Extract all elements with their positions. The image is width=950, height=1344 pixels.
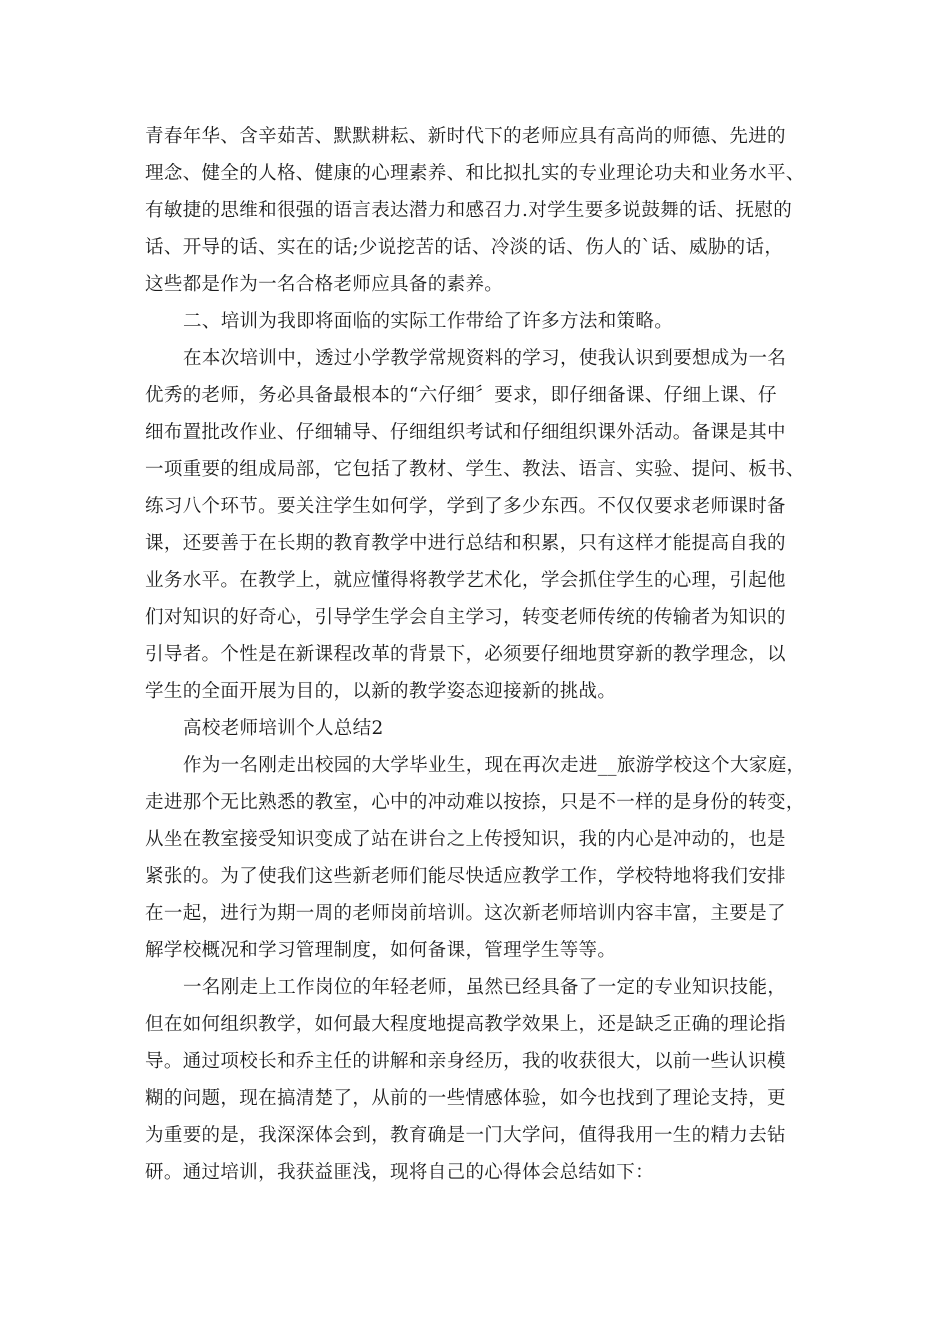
text-line: 引导者。个性是在新课程改革的背景下，必须要仔细地贯穿新的教学理念，以	[145, 644, 786, 665]
text-line: 走进那个无比熟悉的教室，心中的冲动难以按捺，只是不一样的是身份的转变，	[145, 792, 805, 813]
text-line: 研。通过培训，我获益匪浅，现将自己的心得体会总结如下：	[145, 1162, 654, 1183]
text-line: 但在如何组织教学，如何最大程度地提高教学效果上，还是缺乏正确的理论指	[145, 1014, 786, 1035]
text-line: 们对知识的好奇心，引导学生学会自主学习，转变老师传统的传输者为知识的	[145, 607, 786, 628]
text-line: 话、开导的话、实在的话;少说挖苦的话、冷淡的话、伤人的`话、威胁的话，	[145, 237, 784, 258]
text-line: 优秀的老师，务必具备最根本的“六仔细〞要求，即仔细备课、仔细上课、仔	[145, 385, 777, 406]
text-line: 有敏捷的思维和很强的语言表达潜力和感召力.对学生要多说鼓舞的话、抚慰的	[145, 200, 793, 221]
text-line: 一项重要的组成局部，它包括了教材、学生、教法、语言、实验、提问、板书、	[145, 459, 805, 480]
text-line: 理念、健全的人格、健康的心理素养、和比拟扎实的专业理论功夫和业务水平、	[145, 163, 805, 184]
text-line: 课，还要善于在长期的教育教学中进行总结和积累，只有这样才能提高自我的	[145, 533, 786, 554]
text-line: 糊的问题，现在搞清楚了，从前的一些情感体验，如今也找到了理论支持，更	[145, 1088, 786, 1109]
text-line: 业务水平。在教学上，就应懂得将教学艺术化，学会抓住学生的心理，引起他	[145, 570, 786, 591]
text-line: 作为一名刚走出校园的大学毕业生，现在再次走进__旅游学校这个大家庭，	[183, 755, 806, 776]
text-line: 解学校概况和学习管理制度，如何备课，管理学生等等。	[145, 940, 617, 961]
text-line: 这些都是作为一名合格老师应具备的素养。	[145, 274, 504, 295]
text-line: 在一起，进行为期一周的老师岗前培训。这次新老师培训内容丰富，主要是了	[145, 903, 786, 924]
text-line: 一名刚走上工作岗位的年轻老师，虽然已经具备了一定的专业知识技能，	[183, 977, 787, 998]
text-line: 紧张的。为了使我们这些新老师们能尽快适应教学工作，学校特地将我们安排	[145, 866, 786, 887]
section-title: 高校老师培训个人总结2	[183, 718, 384, 739]
text-line: 为重要的是，我深深体会到，教育确是一门大学问，值得我用一生的精力去钻	[145, 1125, 786, 1146]
text-line: 练习八个环节。要关注学生如何学，学到了多少东西。不仅仅要求老师课时备	[145, 496, 786, 517]
text-line: 细布置批改作业、仔细辅导、仔细组织考试和仔细组织课外活动。备课是其中	[145, 422, 786, 443]
text-line: 从坐在教室接受知识变成了站在讲台之上传授知识，我的内心是冲动的，也是	[145, 829, 786, 850]
text-line: 在本次培训中，透过小学教学常规资料的学习，使我认识到要想成为一名	[183, 348, 787, 369]
section-heading: 二、培训为我即将面临的实际工作带给了许多方法和策略。	[183, 311, 674, 332]
text-line: 学生的全面开展为目的，以新的教学姿态迎接新的挑战。	[145, 681, 617, 702]
text-line: 导。通过项校长和乔主任的讲解和亲身经历，我的收获很大，以前一些认识模	[145, 1051, 786, 1072]
text-line: 青春年华、含辛茹苦、默默耕耘、新时代下的老师应具有高尚的师德、先进的	[145, 126, 786, 147]
